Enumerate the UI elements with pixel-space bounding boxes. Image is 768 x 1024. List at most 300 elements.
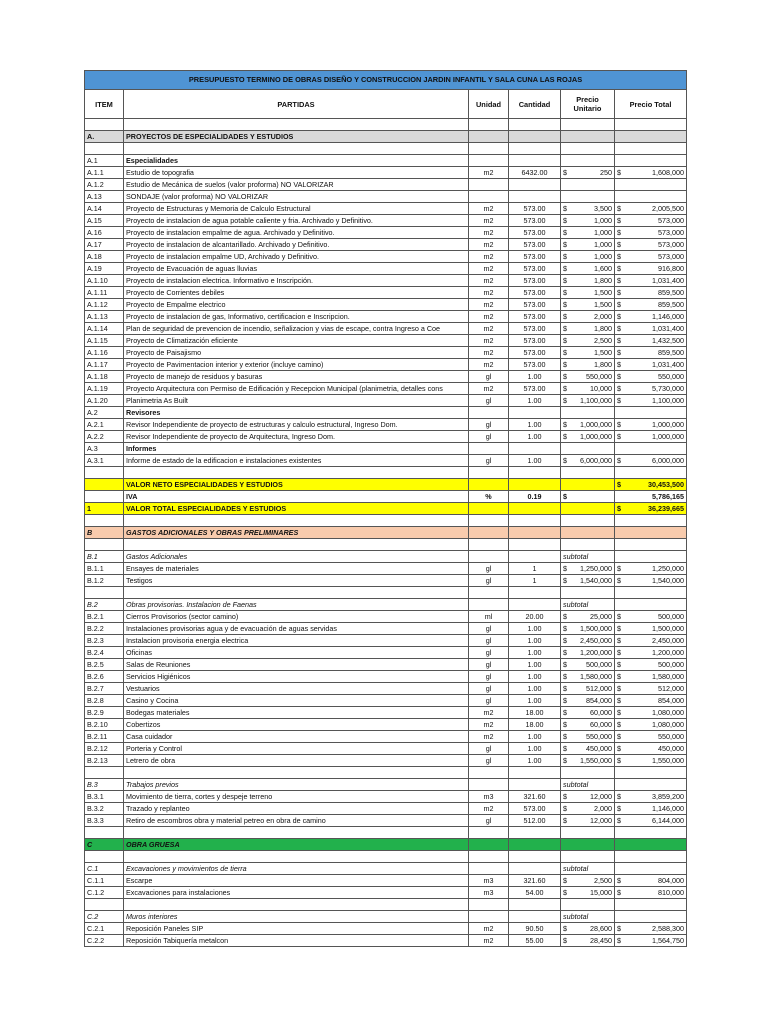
- total-price-cell: [615, 479, 687, 491]
- item-cell: [85, 827, 124, 839]
- total-price-value: 1,000,000: [652, 431, 685, 441]
- unit-cell: gl: [469, 755, 509, 767]
- table-row: [85, 299, 687, 311]
- description-cell: Proyecto de Estructuras y Memoria de Calculo Estructural: [124, 203, 469, 215]
- item-cell: B.1.1: [85, 563, 124, 575]
- quantity-cell: [509, 119, 561, 131]
- unit-cell: [469, 119, 509, 131]
- unit-price-cell: [561, 311, 615, 323]
- table-row: [85, 611, 687, 623]
- table-row: [85, 323, 687, 335]
- item-cell: C.2: [85, 911, 124, 923]
- total-price-cell: [615, 827, 687, 839]
- quantity-cell: 1: [509, 575, 561, 587]
- currency-symbol: $: [617, 815, 621, 825]
- unit-price-cell: [561, 635, 615, 647]
- currency-symbol: $: [617, 203, 621, 213]
- description-cell: Proyecto de instalacion de alcantarillado. Archivado y Definitivo.: [124, 239, 469, 251]
- total-price-cell: [615, 491, 687, 503]
- unit-cell: gl: [469, 743, 509, 755]
- item-cell: A.1.12: [85, 299, 124, 311]
- unit-cell: [469, 827, 509, 839]
- total-price-cell: [615, 779, 687, 791]
- item-cell: A.1.18: [85, 371, 124, 383]
- unit-cell: m3: [469, 791, 509, 803]
- quantity-cell: [509, 131, 561, 143]
- quantity-cell: 1.00: [509, 371, 561, 383]
- total-price-value: 573,000: [658, 251, 685, 261]
- total-price-cell: [615, 323, 687, 335]
- unit-cell: [469, 515, 509, 527]
- description-cell: [124, 827, 469, 839]
- quantity-cell: 573.00: [509, 323, 561, 335]
- table-row: [85, 935, 687, 947]
- total-price-value: 6,000,000: [652, 455, 685, 465]
- item-cell: C.2.1: [85, 923, 124, 935]
- unit-price-cell: [561, 359, 615, 371]
- currency-symbol: $: [563, 251, 567, 261]
- total-price-value: 859,500: [658, 287, 685, 297]
- total-price-value: 500,000: [658, 611, 685, 621]
- currency-symbol: $: [563, 431, 567, 441]
- currency-symbol: $: [563, 575, 567, 585]
- table-row: [85, 215, 687, 227]
- unit-price-cell: [561, 839, 615, 851]
- total-price-value: 1,250,000: [652, 563, 685, 573]
- total-price-value: 5,730,000: [652, 383, 685, 393]
- item-cell: A.19: [85, 263, 124, 275]
- currency-symbol: $: [563, 395, 567, 405]
- unit-price-cell: [561, 731, 615, 743]
- unit-price-cell: [561, 203, 615, 215]
- blank-row: [85, 143, 687, 155]
- unit-price-cell: [561, 143, 615, 155]
- description-cell: PROYECTOS DE ESPECIALIDADES Y ESTUDIOS: [124, 131, 469, 143]
- unit-cell: m2: [469, 215, 509, 227]
- currency-symbol: $: [617, 563, 621, 573]
- description-cell: Proyecto de instalacion de agua potable caliente y fria. Archivado y Definitivo.: [124, 215, 469, 227]
- iva-row: [85, 491, 687, 503]
- item-cell: B.1: [85, 551, 124, 563]
- unit-cell: [469, 863, 509, 875]
- currency-symbol: $: [617, 275, 621, 285]
- unit-price-value: 1,000,000: [580, 419, 612, 429]
- unit-cell: m2: [469, 263, 509, 275]
- description-cell: Obras provisorias. Instalacion de Faenas: [124, 599, 469, 611]
- description-cell: Instalaciones provisorias agua y de evacuación de aguas servidas: [124, 623, 469, 635]
- table-row: [85, 335, 687, 347]
- unit-price-cell: [561, 239, 615, 251]
- quantity-cell: [509, 767, 561, 779]
- unit-price-value: 12,000: [590, 791, 612, 801]
- blank-row: [85, 467, 687, 479]
- budget-title: PRESUPUESTO TERMINO DE OBRAS DISEÑO Y CONSTRUCCION JARDIN INFANTIL Y SALA CUNA LAS ROJAS: [85, 71, 687, 90]
- currency-symbol: $: [563, 563, 567, 573]
- table-row: [85, 887, 687, 899]
- currency-symbol: $: [617, 287, 621, 297]
- quantity-cell: 54.00: [509, 887, 561, 899]
- unit-cell: m3: [469, 887, 509, 899]
- unit-price-cell: [561, 227, 615, 239]
- total-price-value: 573,000: [658, 227, 685, 237]
- quantity-cell: 573.00: [509, 347, 561, 359]
- item-cell: A.13: [85, 191, 124, 203]
- description-cell: Retiro de escombros obra y material petreo en obra de camino: [124, 815, 469, 827]
- quantity-cell: [509, 863, 561, 875]
- total-price-cell: [615, 383, 687, 395]
- unit-price-value: 1,540,000: [580, 575, 612, 585]
- table-row: [85, 203, 687, 215]
- table-row: [85, 863, 687, 875]
- unit-cell: m2: [469, 923, 509, 935]
- item-cell: A.1.16: [85, 347, 124, 359]
- item-cell: A.2.1: [85, 419, 124, 431]
- currency-symbol: $: [563, 923, 567, 933]
- unit-cell: gl: [469, 815, 509, 827]
- unit-cell: [469, 767, 509, 779]
- total-price-cell: [615, 371, 687, 383]
- unit-price-cell: [561, 443, 615, 455]
- unit-price-cell: [561, 623, 615, 635]
- total-price-cell: [615, 659, 687, 671]
- quantity-cell: 1.00: [509, 395, 561, 407]
- item-cell: [85, 479, 124, 491]
- currency-symbol: $: [617, 167, 621, 177]
- item-cell: B.2.10: [85, 719, 124, 731]
- total-price-cell: [615, 575, 687, 587]
- unit-cell: gl: [469, 455, 509, 467]
- item-cell: A.3: [85, 443, 124, 455]
- unit-price-value: 25,000: [590, 611, 612, 621]
- quantity-cell: 573.00: [509, 311, 561, 323]
- blank-row: [85, 515, 687, 527]
- unit-price-value: 512,000: [586, 683, 612, 693]
- total-row: [85, 479, 687, 491]
- currency-symbol: $: [563, 347, 567, 357]
- unit-price-value: 60,000: [590, 719, 612, 729]
- unit-cell: m2: [469, 347, 509, 359]
- unit-cell: m2: [469, 335, 509, 347]
- unit-cell: gl: [469, 575, 509, 587]
- quantity-cell: 1.00: [509, 647, 561, 659]
- description-cell: Escarpe: [124, 875, 469, 887]
- currency-symbol: $: [617, 323, 621, 333]
- unit-price-cell: [561, 131, 615, 143]
- item-cell: [85, 539, 124, 551]
- quantity-cell: 573.00: [509, 251, 561, 263]
- total-price-value: 2,450,000: [652, 635, 685, 645]
- unit-price-value: 1,500: [594, 347, 612, 357]
- total-price-cell: [615, 359, 687, 371]
- currency-symbol: $: [563, 419, 567, 429]
- total-price-value: 1,080,000: [652, 707, 685, 717]
- currency-symbol: $: [563, 635, 567, 645]
- currency-symbol: $: [563, 659, 567, 669]
- quantity-cell: 90.50: [509, 923, 561, 935]
- quantity-cell: [509, 527, 561, 539]
- description-cell: Plan de seguridad de prevencion de incendio, señalizacion y vias de escape, contra Ingreso a Coe: [124, 323, 469, 335]
- quantity-cell: [509, 851, 561, 863]
- table-row: [85, 695, 687, 707]
- currency-symbol: $: [617, 707, 621, 717]
- unit-cell: m2: [469, 323, 509, 335]
- total-price-cell: [615, 707, 687, 719]
- table-row: [85, 647, 687, 659]
- currency-symbol: $: [563, 707, 567, 717]
- currency-symbol: $: [563, 623, 567, 633]
- currency-symbol: $: [563, 695, 567, 705]
- table-row: [85, 227, 687, 239]
- description-cell: Gastos Adicionales: [124, 551, 469, 563]
- unit-cell: m2: [469, 251, 509, 263]
- total-price-value: 1,550,000: [652, 755, 685, 765]
- item-cell: B.2.5: [85, 659, 124, 671]
- blank-row: [85, 539, 687, 551]
- unit-cell: [469, 467, 509, 479]
- quantity-cell: 1.00: [509, 695, 561, 707]
- item-cell: B.2.11: [85, 731, 124, 743]
- item-cell: B.1.2: [85, 575, 124, 587]
- total-price-cell: [615, 407, 687, 419]
- description-cell: Proyecto de manejo de residuos y basuras: [124, 371, 469, 383]
- subtotal-label: subtotal: [563, 551, 589, 561]
- unit-price-cell: [561, 299, 615, 311]
- unit-price-value: 1,600: [594, 263, 612, 273]
- total-price-value: 859,500: [658, 299, 685, 309]
- total-price-cell: [615, 215, 687, 227]
- unit-price-cell: [561, 575, 615, 587]
- currency-symbol: $: [617, 347, 621, 357]
- currency-symbol: $: [617, 731, 621, 741]
- total-price-value: 859,500: [658, 347, 685, 357]
- table-row: [85, 791, 687, 803]
- unit-price-value: 1,550,000: [580, 755, 612, 765]
- currency-symbol: $: [563, 275, 567, 285]
- description-cell: Proyecto Arquitectura con Permiso de Edificación y Recepcion Municipal (planimetria, detalles cons: [124, 383, 469, 395]
- unit-cell: [469, 839, 509, 851]
- unit-cell: gl: [469, 371, 509, 383]
- quantity-cell: [509, 539, 561, 551]
- table-row: [85, 419, 687, 431]
- currency-symbol: $: [563, 287, 567, 297]
- total-price-cell: [615, 671, 687, 683]
- total-price-value: 1,608,000: [652, 167, 685, 177]
- unit-cell: gl: [469, 419, 509, 431]
- unit-cell: [469, 539, 509, 551]
- currency-symbol: $: [617, 647, 621, 657]
- table-row: [85, 191, 687, 203]
- unit-cell: m2: [469, 227, 509, 239]
- description-cell: Informe de estado de la edificacion e instalaciones existentes: [124, 455, 469, 467]
- quantity-cell: [509, 827, 561, 839]
- unit-price-cell: [561, 383, 615, 395]
- item-cell: C.1: [85, 863, 124, 875]
- item-cell: [85, 143, 124, 155]
- currency-symbol: $: [563, 203, 567, 213]
- unit-price-cell: [561, 371, 615, 383]
- currency-symbol: $: [563, 815, 567, 825]
- header-partidas: PARTIDAS: [124, 90, 469, 119]
- unit-price-value: 550,000: [586, 371, 612, 381]
- unit-price-cell: [561, 215, 615, 227]
- description-cell: Revisores: [124, 407, 469, 419]
- description-cell: [124, 767, 469, 779]
- subtotal-label: subtotal: [563, 779, 589, 789]
- quantity-cell: [509, 839, 561, 851]
- unit-cell: [469, 779, 509, 791]
- table-row: [85, 443, 687, 455]
- total-price-value: 6,144,000: [652, 815, 685, 825]
- table-row: [85, 455, 687, 467]
- unit-price-value: 550,000: [586, 731, 612, 741]
- unit-cell: [469, 911, 509, 923]
- unit-price-value: 3,500: [594, 203, 612, 213]
- unit-price-cell: [561, 683, 615, 695]
- unit-price-value: 1,800: [594, 323, 612, 333]
- unit-cell: %: [469, 491, 509, 503]
- total-price-cell: [615, 911, 687, 923]
- table-row: [85, 563, 687, 575]
- description-cell: Excavaciones para instalaciones: [124, 887, 469, 899]
- item-cell: A.1.13: [85, 311, 124, 323]
- currency-symbol: $: [617, 335, 621, 345]
- item-cell: [85, 899, 124, 911]
- description-cell: Proyecto de Empalme electrico: [124, 299, 469, 311]
- unit-price-value: 1,000: [594, 239, 612, 249]
- description-cell: [124, 119, 469, 131]
- currency-symbol: $: [617, 299, 621, 309]
- quantity-cell: 321.60: [509, 791, 561, 803]
- table-row: [85, 575, 687, 587]
- total-price-cell: [615, 695, 687, 707]
- currency-symbol: $: [617, 683, 621, 693]
- item-cell: [85, 515, 124, 527]
- item-cell: B.2.9: [85, 707, 124, 719]
- unit-cell: [469, 851, 509, 863]
- quantity-cell: 1.00: [509, 455, 561, 467]
- total-price-cell: [615, 587, 687, 599]
- quantity-cell: [509, 599, 561, 611]
- total-price-cell: [615, 755, 687, 767]
- table-row: [85, 251, 687, 263]
- description-cell: Estudio de topografia: [124, 167, 469, 179]
- total-price-cell: [615, 431, 687, 443]
- unit-price-value: 1,000: [594, 251, 612, 261]
- unit-cell: m2: [469, 239, 509, 251]
- unit-cell: gl: [469, 563, 509, 575]
- unit-cell: m2: [469, 275, 509, 287]
- title-row: [85, 71, 687, 90]
- unit-price-cell: [561, 587, 615, 599]
- total-price-value: 916,800: [658, 263, 685, 273]
- unit-cell: m2: [469, 203, 509, 215]
- description-cell: Reposición Tabiquería metalcon: [124, 935, 469, 947]
- unit-price-cell: [561, 467, 615, 479]
- total-price-cell: [615, 443, 687, 455]
- item-cell: [85, 851, 124, 863]
- currency-symbol: $: [563, 611, 567, 621]
- total-price-value: 1,500,000: [652, 623, 685, 633]
- unit-price-cell: [561, 515, 615, 527]
- unit-cell: m2: [469, 935, 509, 947]
- total-price-cell: [615, 719, 687, 731]
- table-row: [85, 683, 687, 695]
- description-cell: Porteria y Control: [124, 743, 469, 755]
- total-price-cell: [615, 119, 687, 131]
- table-row: [85, 635, 687, 647]
- total-price-value: 450,000: [658, 743, 685, 753]
- subtotal-label: subtotal: [563, 863, 589, 873]
- unit-price-cell: [561, 287, 615, 299]
- unit-price-value: 1,000,000: [580, 431, 612, 441]
- currency-symbol: $: [617, 383, 621, 393]
- quantity-cell: [509, 515, 561, 527]
- unit-price-value: 1,250,000: [580, 563, 612, 573]
- table-row: [85, 599, 687, 611]
- description-cell: Proyecto de Paisajismo: [124, 347, 469, 359]
- total-price-cell: [615, 839, 687, 851]
- unit-price-value: 28,600: [590, 923, 612, 933]
- item-cell: B.3.2: [85, 803, 124, 815]
- currency-symbol: $: [563, 887, 567, 897]
- table-row: [85, 167, 687, 179]
- unit-price-cell: [561, 179, 615, 191]
- unit-cell: [469, 191, 509, 203]
- total-price-value: 1,146,000: [652, 803, 685, 813]
- quantity-cell: 6432.00: [509, 167, 561, 179]
- unit-cell: m2: [469, 803, 509, 815]
- unit-cell: gl: [469, 647, 509, 659]
- currency-symbol: $: [617, 263, 621, 273]
- unit-cell: [469, 587, 509, 599]
- unit-price-cell: [561, 695, 615, 707]
- description-cell: VALOR TOTAL ESPECIALIDADES Y ESTUDIOS: [124, 503, 469, 515]
- currency-symbol: $: [563, 371, 567, 381]
- description-cell: Proyecto de Evacuación de aguas lluvias: [124, 263, 469, 275]
- unit-price-value: 500,000: [586, 659, 612, 669]
- total-price-value: 1,080,000: [652, 719, 685, 729]
- table-row: [85, 911, 687, 923]
- unit-price-cell: [561, 779, 615, 791]
- description-cell: Reposición Paneles SIP: [124, 923, 469, 935]
- currency-symbol: $: [563, 167, 567, 177]
- unit-price-value: 28,450: [590, 935, 612, 945]
- description-cell: [124, 587, 469, 599]
- description-cell: GASTOS ADICIONALES Y OBRAS PRELIMINARES: [124, 527, 469, 539]
- quantity-cell: 0.19: [509, 491, 561, 503]
- unit-price-cell: [561, 395, 615, 407]
- quantity-cell: [509, 143, 561, 155]
- item-cell: A.1.20: [85, 395, 124, 407]
- item-cell: B: [85, 527, 124, 539]
- unit-price-cell: [561, 479, 615, 491]
- unit-price-value: 1,500: [594, 299, 612, 309]
- item-cell: A.1.2: [85, 179, 124, 191]
- item-cell: 1: [85, 503, 124, 515]
- currency-symbol: $: [617, 743, 621, 753]
- currency-symbol: $: [617, 359, 621, 369]
- unit-price-cell: [561, 491, 615, 503]
- total-price-cell: [615, 467, 687, 479]
- currency-symbol: $: [617, 419, 621, 429]
- table-row: [85, 707, 687, 719]
- total-price-cell: [615, 275, 687, 287]
- description-cell: Excavaciones y movimientos de tierra: [124, 863, 469, 875]
- currency-symbol: $: [563, 359, 567, 369]
- description-cell: Instalacion provisoria energia electrica: [124, 635, 469, 647]
- unit-price-value: 60,000: [590, 707, 612, 717]
- quantity-cell: 573.00: [509, 803, 561, 815]
